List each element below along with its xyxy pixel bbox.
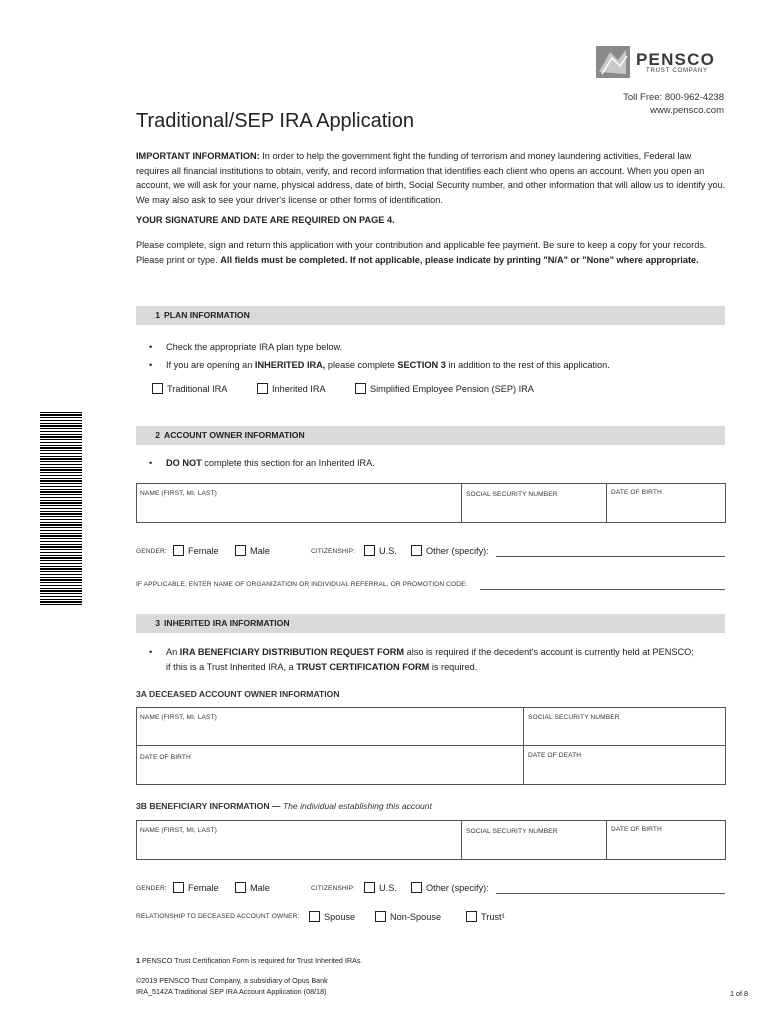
section-number: 1 bbox=[155, 310, 160, 320]
checkbox[interactable] bbox=[411, 545, 422, 556]
section-title: INHERITED IRA INFORMATION bbox=[164, 618, 290, 628]
option-label: Other (specify): bbox=[426, 546, 489, 556]
logo-name: PENSCO bbox=[636, 50, 715, 69]
important-information bbox=[136, 149, 726, 207]
list-item bbox=[152, 456, 375, 471]
bullet-text: • If you are opening an INHERITED IRA, please complete SECTION 3 in addition to the rest of this application. bbox=[166, 360, 610, 370]
option-label: Spouse bbox=[324, 912, 356, 922]
section-number: 2 bbox=[155, 430, 160, 440]
option-label: Traditional IRA bbox=[167, 384, 228, 394]
section-title: ACCOUNT OWNER INFORMATION bbox=[164, 430, 305, 440]
checkbox[interactable] bbox=[375, 911, 386, 922]
footnote: 1 PENSCO Trust Certification Form is required for Trust Inherited IRAs. bbox=[136, 956, 363, 965]
website-link[interactable]: www.pensco.com bbox=[650, 105, 724, 116]
gender-female[interactable] bbox=[173, 545, 219, 556]
checkbox[interactable] bbox=[364, 882, 375, 893]
plan-option-sep[interactable] bbox=[355, 383, 534, 394]
ssn-field[interactable]: SOCIAL SECURITY NUMBER bbox=[466, 491, 558, 498]
name-field[interactable]: NAME (FIRST, MI, LAST) bbox=[140, 490, 217, 497]
checkbox[interactable] bbox=[235, 882, 246, 893]
copyright: ©2019 PENSCO Trust Company, a subsidiary of Opus Bank bbox=[136, 976, 328, 985]
section-title: PLAN INFORMATION bbox=[164, 310, 250, 320]
section-3b-title: 3B BENEFICIARY INFORMATION — The individual establishing this account bbox=[136, 801, 432, 811]
option-label: Trust¹ bbox=[481, 912, 505, 922]
important-lead: IMPORTANT INFORMATION: bbox=[136, 151, 260, 161]
checkbox[interactable] bbox=[411, 882, 422, 893]
gender-male[interactable] bbox=[235, 882, 270, 893]
relationship-spouse[interactable] bbox=[309, 911, 355, 922]
beneficiary-name-field[interactable]: NAME (FIRST, MI, LAST) bbox=[140, 827, 217, 834]
checkbox[interactable] bbox=[355, 383, 366, 394]
bullet-text: • DO NOT complete this section for an Inherited IRA. bbox=[166, 458, 375, 468]
gender-label: GENDER: bbox=[136, 548, 167, 555]
option-label: Simplified Employee Pension (SEP) IRA bbox=[370, 384, 534, 394]
list-item bbox=[152, 645, 727, 674]
logo-subtitle: TRUST COMPANY bbox=[646, 68, 708, 74]
gender-male[interactable] bbox=[235, 545, 270, 556]
option-label: Non-Spouse bbox=[390, 912, 442, 922]
deceased-dod-field[interactable]: DATE OF DEATH bbox=[528, 752, 582, 759]
option-label: Inherited IRA bbox=[272, 384, 326, 394]
checkbox[interactable] bbox=[466, 911, 477, 922]
referral-label: IF APPLICABLE, ENTER NAME OF ORGANIZATION OR INDIVIDUAL REFERRAL, OR PROMOTION CODE: bbox=[136, 581, 468, 588]
bullet-text: • An IRA BENEFICIARY DISTRIBUTION REQUEST FORM also is required if the decedent's account is currently held at PENSCO; if this is a Trust Inherited IRA, a TRUST CERTIFICATION FORM is required. bbox=[166, 647, 694, 672]
deceased-name-field[interactable]: NAME (FIRST, MI, LAST) bbox=[140, 714, 217, 721]
citizenship-other-field[interactable] bbox=[496, 893, 725, 894]
option-label: Female bbox=[188, 883, 219, 893]
checkbox[interactable] bbox=[173, 882, 184, 893]
important-text: In order to help the government fight the funding of terrorism and money laundering activities, Federal law requires all financial institutions to obtain, verify, and record information that identifies each client who opens an account. When you open an account, we will ask for your name, physical address, date of birth, Social Security number, and other information that will allow us to identify you. We may also ask to see your driver's license or other forms of identification. bbox=[136, 151, 726, 205]
checkbox[interactable] bbox=[152, 383, 163, 394]
citizenship-label: CITIZENSHIP: bbox=[311, 548, 356, 555]
beneficiary-ssn-field[interactable]: SOCIAL SECURITY NUMBER bbox=[466, 828, 558, 835]
pensco-logo bbox=[596, 46, 728, 80]
option-label: U.S. bbox=[379, 883, 397, 893]
contact-info bbox=[623, 91, 724, 117]
relationship-nonspouse[interactable] bbox=[375, 911, 441, 922]
page-number: 1 of 8 bbox=[730, 989, 748, 998]
citizenship-us[interactable] bbox=[364, 545, 397, 556]
option-label: Male bbox=[250, 546, 270, 556]
page-title: Traditional/SEP IRA Application bbox=[136, 110, 414, 132]
gender-label: GENDER: bbox=[136, 885, 167, 892]
citizenship-other[interactable] bbox=[411, 882, 489, 893]
list-item bbox=[152, 358, 610, 373]
dob-field[interactable]: DATE OF BIRTH bbox=[611, 489, 662, 496]
section-2-header bbox=[136, 426, 725, 445]
bullet-text: • Check the appropriate IRA plan type below. bbox=[166, 342, 343, 352]
beneficiary-dob-field[interactable]: DATE OF BIRTH bbox=[611, 826, 662, 833]
section-1-header bbox=[136, 306, 725, 325]
deceased-dob-field[interactable]: DATE OF BIRTH bbox=[140, 754, 191, 761]
section-3-header bbox=[136, 614, 725, 633]
list-item bbox=[152, 340, 342, 355]
relationship-trust[interactable] bbox=[466, 911, 505, 922]
option-label: Female bbox=[188, 546, 219, 556]
referral-field[interactable] bbox=[480, 589, 725, 590]
section-number: 3 bbox=[155, 618, 160, 628]
barcode bbox=[40, 412, 82, 606]
deceased-ssn-field[interactable]: SOCIAL SECURITY NUMBER bbox=[528, 714, 620, 721]
citizenship-other-field[interactable] bbox=[496, 556, 725, 557]
citizenship-other[interactable] bbox=[411, 545, 489, 556]
option-label: Other (specify): bbox=[426, 883, 489, 893]
signature-note: YOUR SIGNATURE AND DATE ARE REQUIRED ON PAGE 4. bbox=[136, 215, 395, 225]
checkbox[interactable] bbox=[309, 911, 320, 922]
checkbox[interactable] bbox=[257, 383, 268, 394]
deceased-owner-box bbox=[136, 707, 726, 785]
instructions-text: Please complete, sign and return this application with your contribution and applicable fee payment. Be sure to keep a copy for your records. Please print or type. bbox=[136, 240, 707, 265]
checkbox[interactable] bbox=[364, 545, 375, 556]
citizenship-label: CITIZENSHIP: bbox=[311, 885, 356, 892]
plan-option-traditional[interactable] bbox=[152, 383, 227, 394]
instructions-bold: All fields must be completed. If not applicable, please indicate by printing "N/A" or "None" where appropriate. bbox=[220, 254, 699, 265]
section-3a-title: 3A DECEASED ACCOUNT OWNER INFORMATION bbox=[136, 689, 340, 699]
pensco-logo-mark-icon bbox=[596, 46, 630, 78]
citizenship-us[interactable] bbox=[364, 882, 397, 893]
form-id: IRA_5142A Traditional SEP IRA Account Application (08/18) bbox=[136, 987, 327, 996]
toll-free-phone: Toll Free: 800-962-4238 bbox=[623, 92, 724, 103]
checkbox[interactable] bbox=[173, 545, 184, 556]
gender-female[interactable] bbox=[173, 882, 219, 893]
instructions bbox=[136, 238, 726, 267]
checkbox[interactable] bbox=[235, 545, 246, 556]
option-label: Male bbox=[250, 883, 270, 893]
relationship-label: RELATIONSHIP TO DECEASED ACCOUNT OWNER: bbox=[136, 913, 300, 920]
plan-option-inherited[interactable] bbox=[257, 383, 326, 394]
option-label: U.S. bbox=[379, 546, 397, 556]
